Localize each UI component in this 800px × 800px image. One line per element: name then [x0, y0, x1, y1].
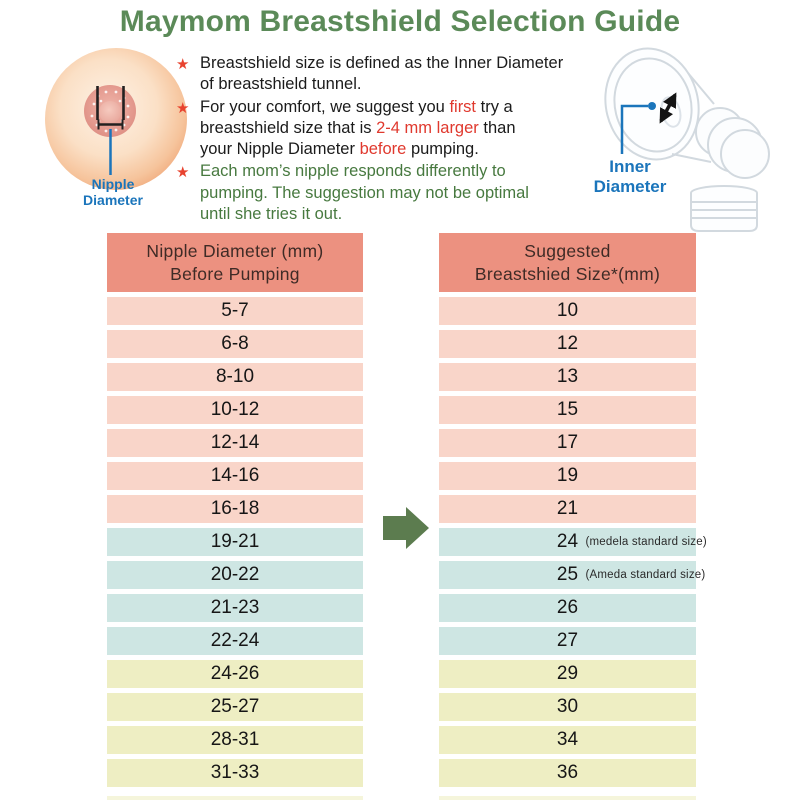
star-bullet-icon: ★ — [176, 99, 190, 117]
cell-value: 8-10 — [215, 366, 255, 387]
text-segment: of breastshield tunnel. — [200, 75, 362, 94]
nipple-diameter-label: Nipple Diameter — [83, 176, 143, 208]
shield-size-cell — [439, 495, 696, 523]
nipple-column-header — [107, 233, 363, 292]
shield-size-cell — [439, 297, 696, 325]
bullet-item — [176, 161, 612, 225]
cell-value: 19-21 — [210, 531, 260, 552]
nipple-range-cell — [107, 594, 363, 622]
shield-size-cell — [439, 759, 696, 787]
text-segment: Each mom’s nipple responds differently to — [200, 162, 506, 181]
cell-value: 16-18 — [210, 498, 260, 519]
header-line: Suggested — [524, 240, 611, 261]
shield-size-cell — [439, 594, 696, 622]
bullet-list — [176, 53, 612, 226]
breastshield-illustration — [595, 42, 800, 242]
header-line: Nipple Diameter (mm) — [146, 240, 324, 261]
text-segment: first — [449, 97, 477, 116]
text-segment: your Nipple Diameter — [200, 140, 360, 159]
shield-column-header — [439, 233, 696, 292]
star-bullet-icon: ★ — [176, 56, 190, 73]
text-segment: 2-4 mm larger — [376, 118, 479, 137]
bullet-item — [176, 53, 612, 96]
cell-value: 29 — [556, 663, 579, 684]
bullet-item — [176, 97, 612, 161]
shield-column-cells — [439, 297, 707, 787]
standard-size-note: (medela standard size) — [585, 536, 707, 548]
nipple-range-cell — [107, 561, 363, 589]
nipple-diameter-column — [107, 233, 363, 792]
cell-value: 10 — [556, 300, 579, 321]
cell-value: 21 — [556, 498, 579, 519]
shield-size-cell — [439, 363, 696, 391]
shield-size-cell — [439, 726, 696, 754]
cell-value: 31-33 — [210, 762, 260, 783]
cell-value: 20-22 — [210, 564, 260, 585]
nipple-column-cells — [107, 297, 363, 787]
shield-size-cell — [439, 396, 696, 424]
text-segment: until she tries it out. — [200, 205, 343, 224]
shield-size-cell — [439, 528, 707, 556]
nipple-range-cell — [107, 396, 363, 424]
breast-illustration — [38, 44, 196, 194]
cell-value: 25-27 — [210, 696, 260, 717]
cell-value: 26 — [556, 597, 579, 618]
shield-size-cell — [439, 627, 696, 655]
cell-value: 19 — [556, 465, 579, 486]
nipple-range-cell — [107, 726, 363, 754]
nipple-range-cell — [107, 528, 363, 556]
shield-size-cell — [439, 660, 696, 688]
text-segment: than — [478, 118, 516, 137]
cropped-row-sliver — [107, 796, 363, 800]
shield-size-cell — [439, 429, 696, 457]
cell-value: 21-23 — [210, 597, 260, 618]
header-line: Before Pumping — [170, 263, 300, 284]
text-segment: pumping. — [406, 140, 479, 159]
inner-diameter-label: Inner Diameter — [593, 157, 667, 196]
cell-value: 25 — [556, 564, 579, 585]
nipple-circle — [99, 101, 121, 123]
nipple-range-cell — [107, 495, 363, 523]
cell-value: 6-8 — [221, 333, 249, 354]
nipple-range-cell — [107, 297, 363, 325]
nipple-range-cell — [107, 660, 363, 688]
bullet-text — [200, 97, 516, 161]
bullet-text — [200, 53, 563, 96]
shield-size-cell — [439, 330, 696, 358]
bullet-text — [200, 161, 529, 225]
transition-arrow-icon — [383, 506, 430, 550]
cell-value: 36 — [556, 762, 579, 783]
text-segment: For your comfort, we suggest you — [200, 97, 450, 116]
header-line: Breastshied Size*(mm) — [474, 263, 661, 284]
shield-size-cell — [439, 693, 696, 721]
cell-value: 24 — [556, 531, 579, 552]
text-segment: breastshield size that is — [200, 118, 377, 137]
text-segment: try a — [476, 97, 513, 116]
star-bullet-icon: ★ — [176, 164, 190, 182]
cell-value: 10-12 — [210, 399, 260, 420]
cell-value: 22-24 — [210, 630, 260, 651]
cell-value: 17 — [556, 432, 579, 453]
nipple-range-cell — [107, 693, 363, 721]
cell-value: 12 — [556, 333, 579, 354]
text-segment: pumping. The suggestion may not be optimal — [200, 183, 529, 202]
nipple-range-cell — [107, 759, 363, 787]
standard-size-note: (Ameda standard size) — [585, 569, 706, 581]
cell-value: 12-14 — [210, 432, 260, 453]
text-segment: Breastshield size is defined as the Inner Diameter — [200, 54, 564, 72]
nipple-range-cell — [107, 429, 363, 457]
cell-value: 24-26 — [210, 663, 260, 684]
cell-value: 27 — [556, 630, 579, 651]
cell-value: 30 — [556, 696, 579, 717]
shield-size-column — [439, 233, 707, 792]
page-title: Maymom Breastshield Selection Guide — [119, 5, 681, 38]
shield-size-cell — [439, 462, 696, 490]
cell-value: 34 — [556, 729, 579, 750]
cell-value: 5-7 — [221, 300, 249, 321]
nipple-range-cell — [107, 363, 363, 391]
cell-value: 13 — [556, 366, 579, 387]
cell-value: 15 — [556, 399, 579, 420]
cropped-row-sliver — [439, 796, 696, 800]
shield-size-cell — [439, 561, 706, 589]
text-segment: before — [359, 140, 407, 159]
cell-value: 14-16 — [210, 465, 260, 486]
cell-value: 28-31 — [210, 729, 260, 750]
nipple-range-cell — [107, 627, 363, 655]
nipple-range-cell — [107, 330, 363, 358]
nipple-range-cell — [107, 462, 363, 490]
